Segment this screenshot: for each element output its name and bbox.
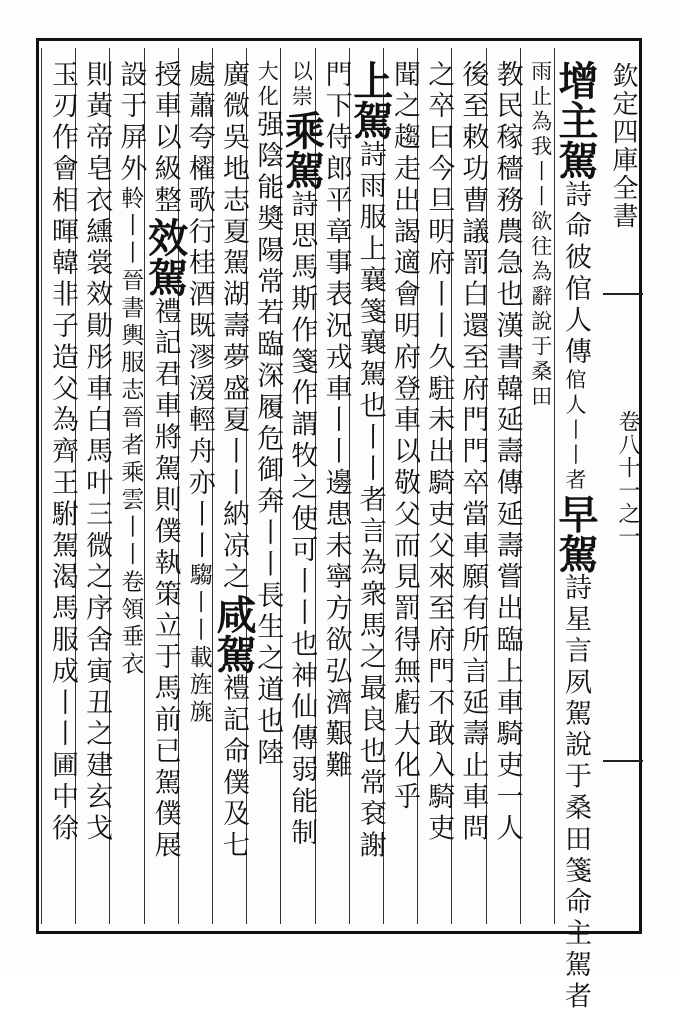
text-column <box>248 60 286 920</box>
column-text: 玉刃作會相暉韓非子造父為齊王駙駕渴馬服成丨丨圃中徐 <box>47 60 78 845</box>
text-column <box>111 60 149 920</box>
column-text: 詩星言夙駕說于桑田箋命主駕者 <box>560 573 591 1013</box>
entry-heading: 上駕 <box>346 60 394 140</box>
column-text: 詩命彼倌人傳 <box>560 180 591 369</box>
text-column <box>141 60 189 920</box>
entry-heading: 乘駕 <box>278 110 326 190</box>
column-text: 教民稼穡務農急也漢書韓延壽傳延壽嘗出臨上車騎吏一人 <box>491 60 523 845</box>
column-text: 禮記命僕及七 <box>218 673 249 863</box>
text-column <box>552 60 599 1013</box>
entry-heading: 早駕 <box>552 493 599 574</box>
column-text: 雨止為我丨丨欲往為辭說于桑田 <box>528 60 553 410</box>
text-column <box>43 60 81 920</box>
text-column <box>522 60 560 920</box>
column-text: 門下侍郎平章事表況戎車丨丨邊患未寧方欲弘濟艱難 <box>320 60 352 783</box>
header-divider-top <box>603 293 643 295</box>
column-text: 後至敕功曹議罰白還至府門門卒當車願有所言延壽止車問 <box>457 60 489 845</box>
text-column <box>488 60 526 920</box>
text-column <box>385 60 423 920</box>
column-text: 之卒曰今旦明府丨丨久駐未出騎吏父來至府門不敢入騎吏 <box>423 60 455 845</box>
column-text: 以崇 <box>289 60 314 110</box>
text-column <box>77 60 115 920</box>
column-text: 詩思馬斯作箋作謂牧之使可丨丨也神仙傳弱能制 <box>286 190 318 850</box>
column-text: 大化 <box>255 60 280 110</box>
column-rule <box>41 48 42 924</box>
header-divider-bottom <box>603 760 643 762</box>
text-column <box>210 60 257 920</box>
column-text: 廣微吳地志夏駕湖壽夢盛夏丨丨納凉之 <box>218 60 249 594</box>
text-column <box>278 60 326 920</box>
column-text: 處蕭夸櫂歌行桂酒既漻湲輕舟亦丨丨 <box>183 60 215 563</box>
entry-heading: 增 <box>552 60 599 100</box>
entry-heading: 主 <box>552 100 599 140</box>
text-column <box>419 60 457 920</box>
column-text: 騶丨丨載旌旐 <box>185 562 212 727</box>
header-book-title: 欽定四庫全書 <box>608 62 638 230</box>
column-text: 則黃帝皂衣纁裳效勛彤車白馬叶三微之序舍寅丑之建玄戈 <box>81 60 113 845</box>
column-text: 倌人丨丨者 <box>563 368 587 494</box>
column-text: 聞之趨走出謁適會明府登車以敬父而見罰得無虧大化乎 <box>389 60 420 814</box>
column-text: 授車以級整 <box>149 60 181 217</box>
column-text: 設于屏外 <box>115 60 147 186</box>
text-column <box>453 60 491 920</box>
column-text: 詩雨服上襄箋襄駕也丨丨者言為衆馬之最良也常袞謝 <box>354 140 386 863</box>
text-column <box>346 60 394 920</box>
column-text: 强陰能奬陽常若臨深履危御奔丨丨長生之道也陸 <box>252 110 284 770</box>
header-volume-label: 卷八十一之一 <box>615 410 640 548</box>
text-column <box>180 60 218 920</box>
column-text: 軨丨丨晉書輿服志晉者乘雲丨丨卷領垂衣 <box>117 185 144 679</box>
entry-heading: 效駕 <box>141 217 189 297</box>
entry-heading: 駕 <box>552 140 599 180</box>
column-text: 禮記君車將駕則僕執策立于馬前已駕僕展 <box>149 297 181 863</box>
entry-heading: 咸駕 <box>210 593 257 674</box>
